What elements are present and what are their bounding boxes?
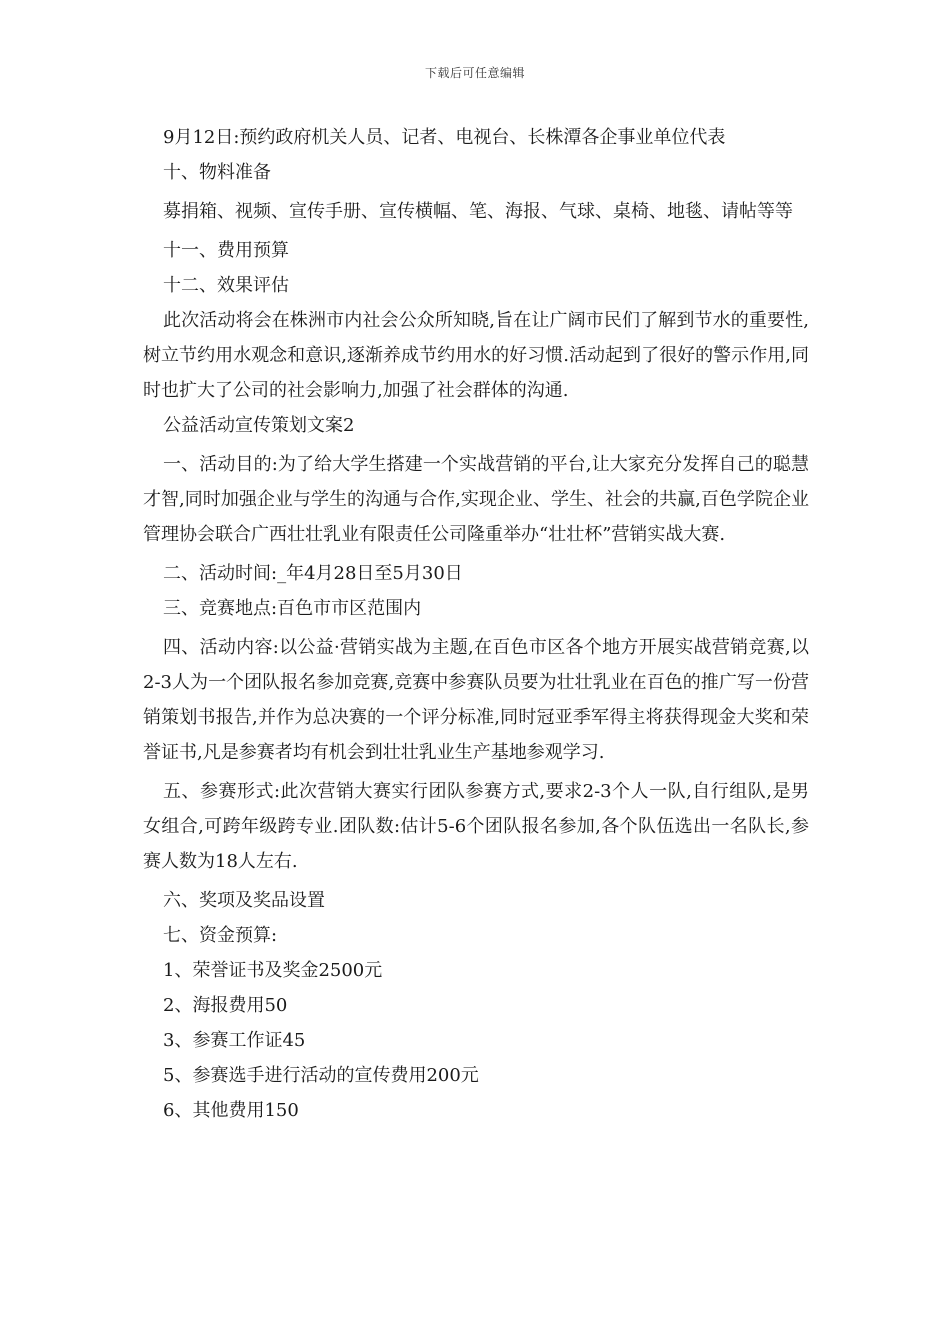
budget-item: 5、参赛选手进行活动的宣传费用200元	[163, 1065, 479, 1086]
budget-item: 3、参赛工作证45	[163, 1030, 306, 1051]
document-subtitle: 公益活动宣传策划文案2	[163, 415, 355, 436]
document-body	[143, 120, 809, 1128]
schedule-line: 9月12日:预约政府机关人员、记者、电视台、长株潭各企事业单位代表	[163, 127, 726, 148]
budget-item: 6、其他费用150	[163, 1100, 299, 1121]
section-heading-materials: 十、物料准备	[163, 162, 271, 183]
materials-paragraph: 募捐箱、视频、宣传手册、宣传横幅、笔、海报、气球、桌椅、地毯、请帖等等	[163, 201, 793, 222]
location-line: 三、竞赛地点:百色市市区范围内	[163, 598, 422, 619]
budget-item: 1、荣誉证书及奖金2500元	[163, 960, 383, 981]
budget-item: 2、海报费用50	[163, 995, 288, 1016]
evaluation-paragraph: 此次活动将会在株洲市内社会公众所知晓,旨在让广阔市民们了解到节水的重要性,树立节约用水观念和意识,逐渐养成节约用水的好习惯.活动起到了很好的警示作用,同时也扩大了公司的社会影响力,加强了社会群体的沟通.	[143, 310, 809, 401]
section-heading-budget: 十一、费用预算	[163, 240, 289, 261]
activity-time-line: 二、活动时间:_年4月28日至5月30日	[163, 563, 463, 584]
format-paragraph: 五、参赛形式:此次营销大赛实行团队参赛方式,要求2-3个人一队,自行组队,是男女组合,可跨年级跨专业.团队数:估计5-6个团队报名参加,各个队伍选出一名队长,参赛人数为18人左右.	[143, 781, 809, 872]
purpose-paragraph: 一、活动目的:为了给大学生搭建一个实战营销的平台,让大家充分发挥自己的聪慧才智,同时加强企业与学生的沟通与合作,实现企业、学生、社会的共赢,百色学院企业管理协会联合广西壮壮乳业有限责任公司隆重举办“壮壮杯”营销实战大赛.	[143, 454, 809, 545]
awards-heading: 六、奖项及奖品设置	[163, 890, 325, 911]
content-paragraph: 四、活动内容:以公益·营销实战为主题,在百色市区各个地方开展实战营销竞赛,以2-3人为一个团队报名参加竞赛,竞赛中参赛队员要为壮壮乳业在百色的推广写一份营销策划书报告,并作为总决赛的一个评分标准,同时冠亚季军得主将获得现金大奖和荣誉证书,凡是参赛者均有机会到壮壮乳业生产基地参观学习.	[143, 637, 809, 763]
section-heading-evaluation: 十二、效果评估	[163, 275, 289, 296]
funds-heading: 七、资金预算:	[163, 925, 278, 946]
page-header-note: 下载后可任意编辑	[424, 66, 525, 80]
